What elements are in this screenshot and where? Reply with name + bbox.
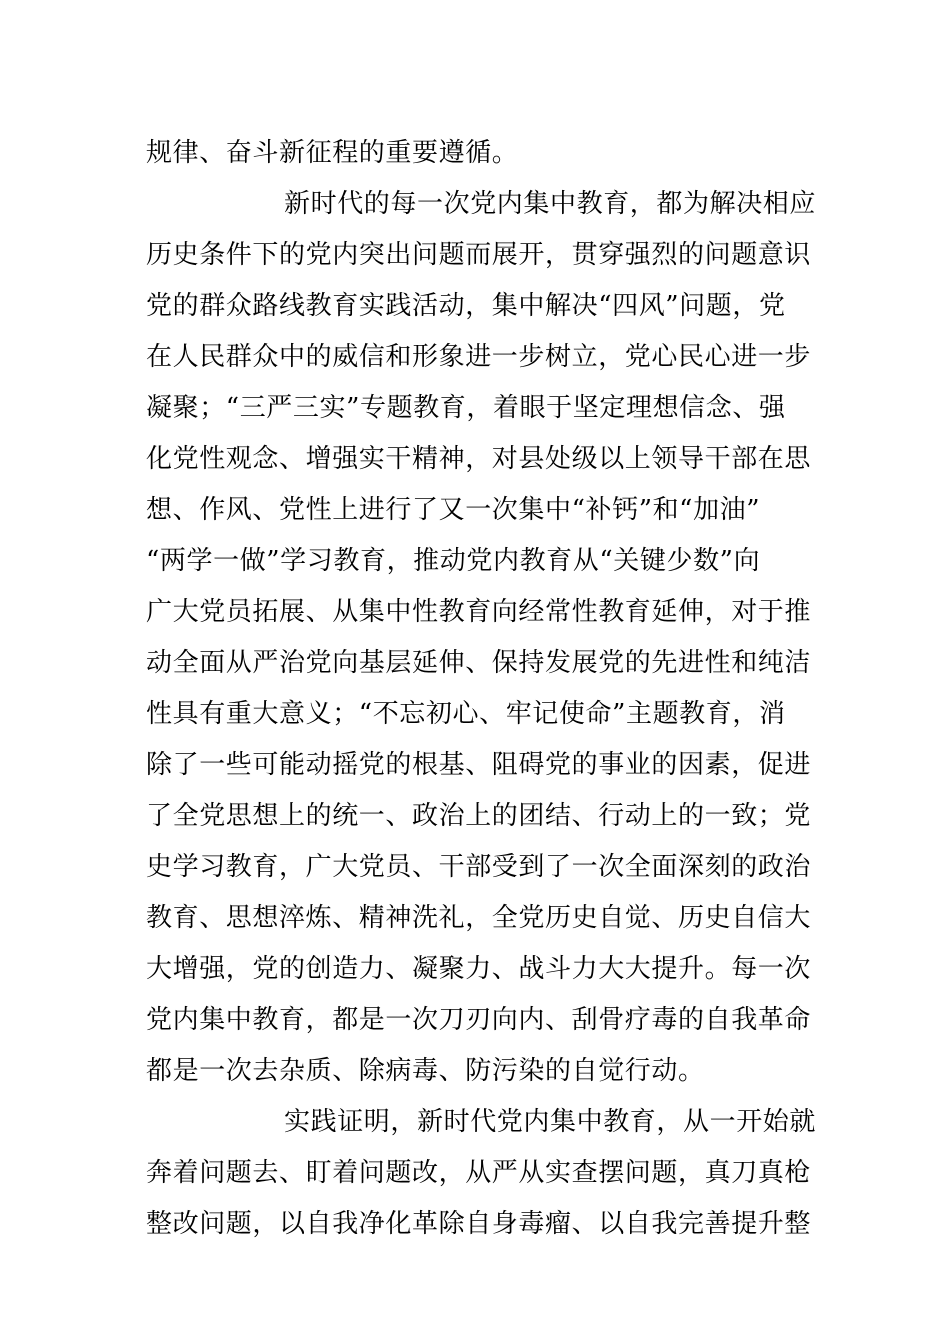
text-line: 化党性观念、增强实干精神，对县处级以上领导干部在思 — [146, 444, 812, 474]
text-line: 都是一次去杂质、除病毒、防污染的自觉行动。 — [146, 1056, 705, 1086]
text-line: 整改问题，以自我净化革除自身毒瘤、以自我完善提升整 — [146, 1209, 812, 1239]
text-line: 奔着问题去、盯着问题改，从严从实查摆问题，真刀真枪 — [146, 1158, 812, 1188]
text-line: 动全面从严治党向基层延伸、保持发展党的先进性和纯洁 — [146, 648, 812, 678]
text-line: 广大党员拓展、从集中性教育向经常性教育延伸，对于推 — [146, 597, 812, 627]
text-line: 大增强，党的创造力、凝聚力、战斗力大大提升。每一次 — [146, 954, 812, 984]
paragraph-first-line: 实践证明，新时代党内集中教育，从一开始就 — [284, 1107, 817, 1137]
text-line: 史学习教育，广大党员、干部受到了一次全面深刻的政治 — [146, 852, 812, 882]
paragraph-first-line: 新时代的每一次党内集中教育，都为解决相应 — [284, 189, 817, 219]
text-line: 了全党思想上的统一、政治上的团结、行动上的一致；党 — [146, 801, 812, 831]
text-line: 党的群众路线教育实践活动，集中解决“四风”问题，党 — [146, 291, 786, 321]
text-line: 想、作风、党性上进行了又一次集中“补钙”和“加油” — [146, 495, 761, 525]
text-line: 除了一些可能动摇党的根基、阻碍党的事业的因素，促进 — [146, 750, 812, 780]
body-text — [146, 128, 816, 1250]
text-line: 历史条件下的党内突出问题而展开，贯穿强烈的问题意识 — [146, 240, 812, 270]
text-line: 凝聚；“三严三实”专题教育，着眼于坚定理想信念、强 — [146, 393, 786, 423]
text-line: “两学一做”学习教育，推动党内教育从“关键少数”向 — [146, 546, 761, 576]
text-line: 在人民群众中的威信和形象进一步树立，党心民心进一步 — [146, 342, 812, 372]
text-line: 规律、奋斗新征程的重要遵循。 — [146, 138, 519, 168]
text-line: 党内集中教育，都是一次刀刃向内、刮骨疗毒的自我革命 — [146, 1005, 812, 1035]
text-line: 性具有重大意义；“不忘初心、牢记使命”主题教育，消 — [146, 699, 786, 729]
text-line: 教育、思想淬炼、精神洗礼，全党历史自觉、历史自信大 — [146, 903, 812, 933]
